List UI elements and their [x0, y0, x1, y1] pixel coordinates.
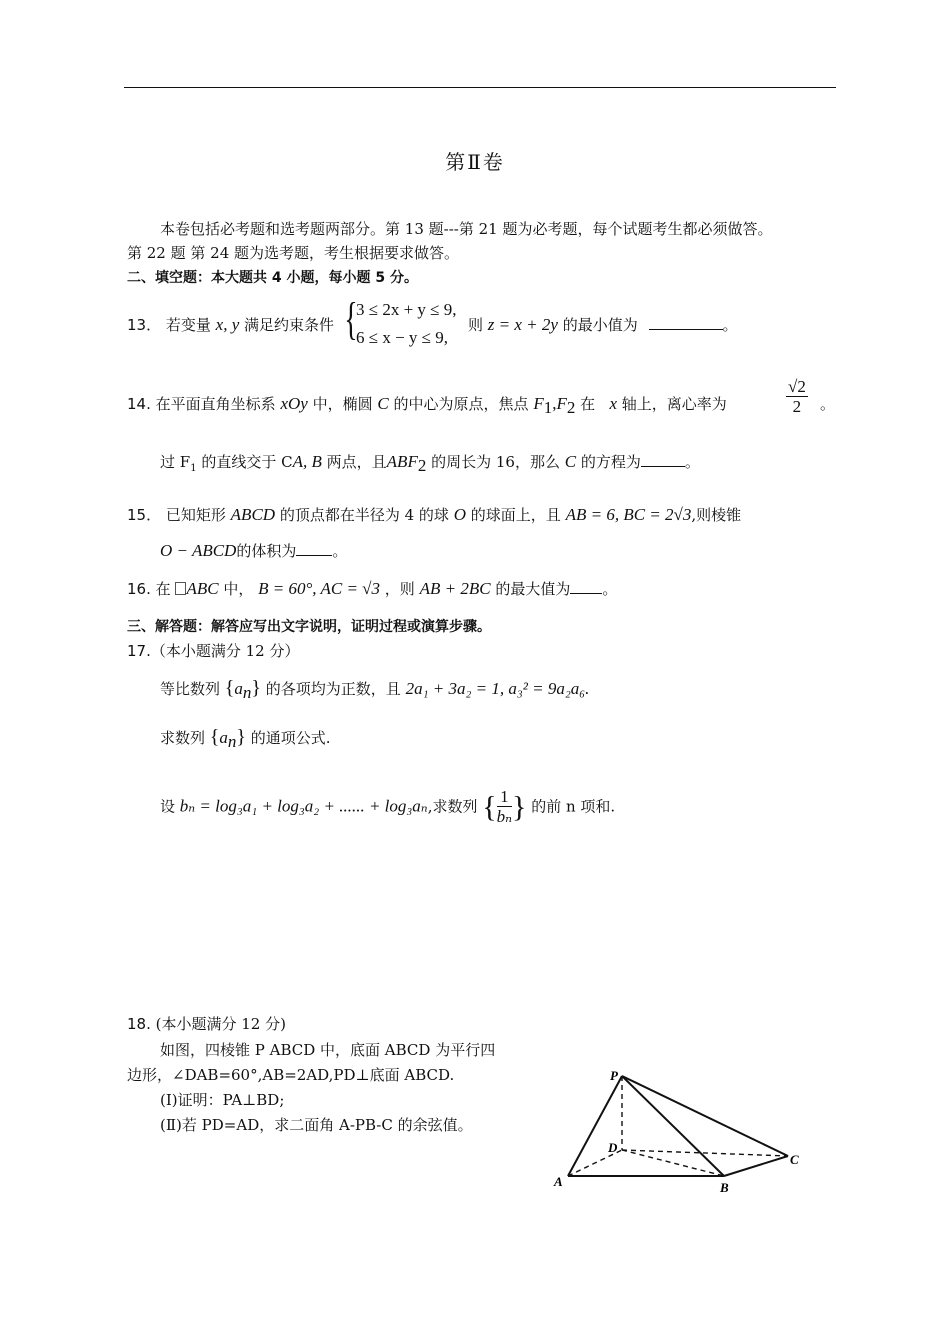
pyramid-figure — [548, 1064, 818, 1196]
q17-an-sub: n — [242, 683, 252, 702]
q14-f1-sub: 1 — [543, 398, 553, 417]
q13-text-d: 的最小值为 — [562, 316, 638, 334]
page-title: 第Ⅱ卷 — [445, 150, 505, 174]
triangle-symbol-icon — [175, 582, 186, 595]
q14-triangle: ABF — [386, 452, 418, 471]
q17-l1-b: 的各项均为正数，且 — [265, 680, 401, 698]
q14-ab: A, B — [292, 452, 322, 471]
q15-end: 。 — [332, 542, 348, 560]
q14-f2-sub: 2 — [566, 398, 576, 417]
label-p: P — [610, 1068, 618, 1083]
q14-f1: F — [533, 394, 544, 413]
q14-ecc-num: √2 — [788, 377, 806, 396]
q13-brace: { — [344, 293, 358, 344]
q14-text-d: 在 — [580, 395, 596, 413]
q13-tail — [468, 314, 738, 336]
q14-eccentricity — [786, 378, 808, 417]
q18-number: 18. — [127, 1015, 151, 1033]
q17-frac-num: 1 — [497, 788, 512, 807]
q17-an-2: a — [219, 728, 228, 747]
q18-line-2: 边形，∠DAB=60°,AB=2AD,PD⊥底面 ABCD. — [127, 1066, 455, 1084]
q15-answer-blank — [296, 541, 332, 556]
q16-text-d: 的最大值为 — [495, 580, 571, 598]
q18-line-1: 如图，四棱锥 P ABCD 中，底面 ABCD 为平行四 — [160, 1041, 496, 1059]
question-17-line-3: 设 bₙ = log₃a₁ + log₃a₂ + ...... + log₃aₙ,求数列 { $\frac{1}{\text{bₙ}}$ } 的前 n 项和. — [160, 787, 616, 826]
q17-bn-expr: bₙ = log₃a₁ + log₃a₂ + ...... + log₃aₙ — [179, 796, 428, 816]
question-14-line-2 — [160, 451, 700, 480]
q14-l2-sub: 1 — [190, 463, 197, 474]
q13-vars: x, y — [215, 315, 240, 334]
q14-l2-e: 的方程为 — [580, 453, 641, 471]
q17-l2-a: 求数列 — [160, 729, 206, 747]
q14-number: 14. — [127, 395, 151, 413]
q13-text-b: 满足约束条件 — [244, 316, 335, 334]
q16-text-c: ，则 — [384, 580, 415, 598]
top-rule — [124, 87, 836, 88]
intro-line-2: 第 22 题 第 24 题为选考题，考生根据要求做答。 — [127, 244, 460, 262]
q15-l2-expr: O − ABCD — [160, 541, 237, 560]
q14-ecc-den: 2 — [792, 397, 802, 416]
intro-line-1: 本卷包括必考题和选考题两部分。第 13 题---第 21 题为必考题，每个试题考生都必须做答。 — [160, 220, 773, 238]
section-3-heading: 三、解答题：解答应写出文字说明，证明过程或演算步骤。 — [127, 619, 491, 635]
q14-l2-d: 的周长为 16，那么 — [431, 453, 560, 471]
q14-comma: , — [552, 394, 557, 413]
q14-l2-b: 的直线交于 C — [201, 453, 293, 471]
label-a: A — [554, 1174, 563, 1189]
q13-number: 13． — [127, 316, 162, 334]
q14-end-2: 。 — [684, 453, 700, 471]
q17-l2-b: 的通项公式. — [250, 729, 331, 747]
question-17-line-1: 等比数列 $\{a_n\}$ 的各项均为正数，且 2a₁ + 3a₂ = 1, a₃² = 9a₂a₆. — [160, 677, 590, 702]
q14-f2: F — [556, 394, 567, 413]
q16-expr: AB + 2BC — [419, 579, 491, 598]
q17-number: 17. — [127, 642, 151, 660]
q15-text-b: 的顶点都在半径为 4 的球 — [279, 506, 449, 524]
question-15-line-2 — [160, 540, 347, 562]
q16-text-a: 在 — [155, 580, 171, 598]
q17-frac-den: bₙ — [496, 807, 513, 826]
q16-end: 。 — [602, 580, 618, 598]
q14-text-c: 的中心为原点，焦点 — [393, 395, 529, 413]
q17-l3-c: 的前 n 项和. — [531, 797, 616, 816]
question-17-line-2: 求数列 $\{a_n\}$ 的通项公式. — [160, 726, 331, 751]
q17-l1-cond: 2a₁ + 3a₂ = 1, a₃² = 9a₂a₆. — [405, 679, 590, 698]
label-d: D — [608, 1140, 618, 1155]
q14-text-e: 轴上，离心率为 — [621, 395, 727, 413]
q18-line-4: (Ⅱ)若 PD=AD，求二面角 A-PB-C 的余弦值。 — [160, 1116, 473, 1134]
q15-abcd: ABCD — [230, 505, 276, 524]
q13-expr: z = x + 2y — [487, 315, 558, 334]
question-15 — [127, 504, 741, 526]
question-13 — [127, 314, 334, 336]
q17-l3-b: ,求数列 — [427, 797, 478, 816]
section-2-heading: 二、填空题：本大题共 4 小题，每小题 5 分。 — [127, 270, 418, 286]
q16-number: 16. — [127, 580, 151, 598]
q14-text-b: 中，椭圆 — [312, 395, 373, 413]
q16-abc: ABC — [186, 579, 219, 598]
q13-answer-blank — [649, 315, 723, 330]
label-c: C — [790, 1152, 799, 1167]
q15-number: 15． — [127, 506, 162, 524]
q15-cond: AB = 6, BC = 2√3 — [565, 505, 692, 524]
q18-line-3: (Ⅰ)证明：PA⊥BD; — [160, 1091, 285, 1109]
q15-l2-text: 的体积为 — [236, 542, 297, 560]
q17-an-2-sub: n — [227, 732, 237, 751]
q14-l2-a: 过 F — [160, 453, 191, 471]
q14-l2-c: 两点，且 — [326, 453, 387, 471]
q15-o: O — [453, 505, 466, 524]
question-17-header — [127, 640, 299, 662]
q14-c2: C — [564, 452, 577, 471]
question-14 — [127, 393, 727, 419]
q13-constraint-1: 3 ≤ 2x + y ≤ 9, — [356, 300, 457, 319]
q14-x: x — [609, 394, 617, 413]
q14-text-a: 在平面直角坐标系 — [155, 395, 276, 413]
q14-answer-blank — [641, 452, 685, 467]
q16-cond: B = 60°, AC = √3 — [258, 579, 380, 598]
q14-xoy: xOy — [280, 394, 308, 413]
q13-end: 。 — [722, 316, 738, 334]
q17-l3-a: 设 — [160, 797, 176, 816]
q13-text-c: 则 — [468, 316, 484, 334]
q15-text-d: ,则棱锥 — [691, 506, 742, 524]
q16-answer-blank — [570, 579, 602, 594]
q15-text-a: 已知矩形 — [165, 506, 226, 524]
q13-text-a: 若变量 — [165, 316, 211, 334]
question-18-header — [127, 1013, 286, 1035]
q17-l1-a: 等比数列 — [160, 680, 221, 698]
question-16 — [127, 578, 617, 600]
q15-text-c: 的球面上，且 — [470, 506, 561, 524]
label-b: B — [720, 1180, 729, 1195]
q16-text-b: 中， — [223, 580, 254, 598]
q13-constraint-2: 6 ≤ x − y ≤ 9, — [356, 328, 448, 347]
q17-an: a — [234, 679, 243, 698]
q18-points: (本小题满分 12 分) — [155, 1015, 286, 1033]
q14-tri-sub: 2 — [417, 456, 427, 475]
q17-points: （本小题满分 12 分） — [150, 642, 300, 660]
q14-c: C — [377, 394, 389, 413]
q14-end: 。 — [820, 395, 836, 413]
